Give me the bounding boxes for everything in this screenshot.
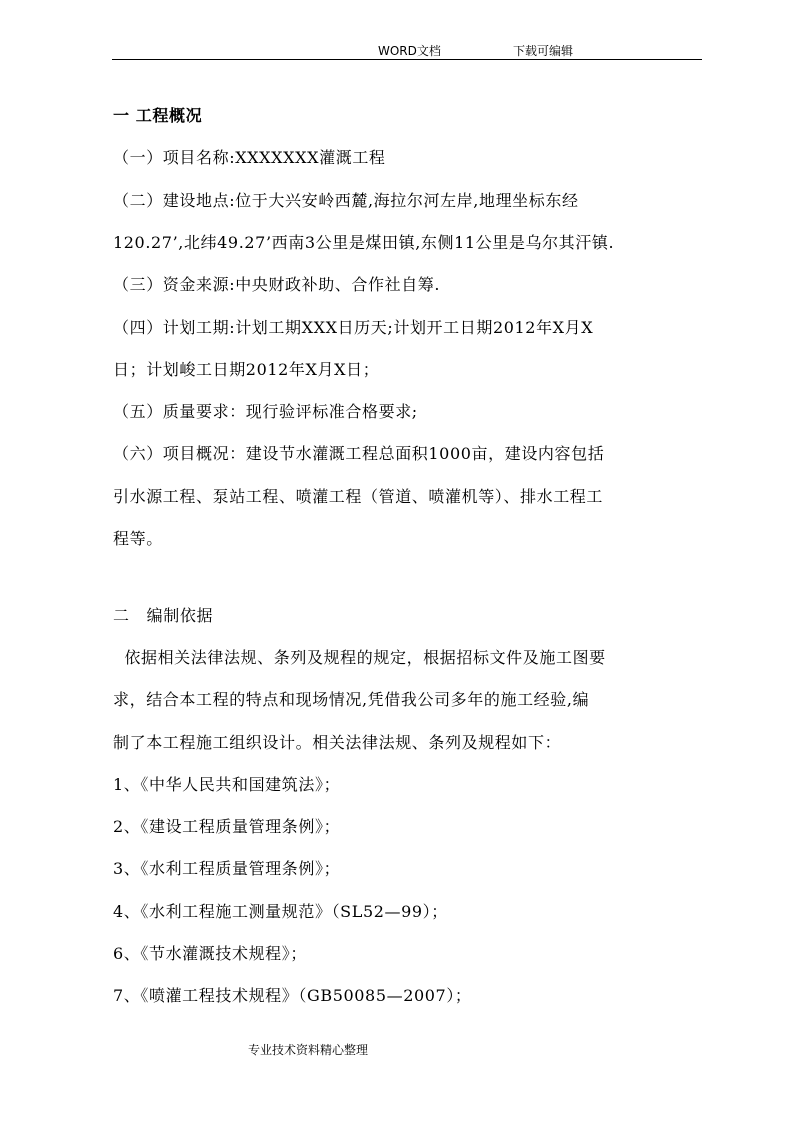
section1-line-8: （六）项目概况：建设节水灌溉工程总面积1000亩，建设内容包括 — [113, 444, 605, 463]
section1-line-1: （一）项目名称:XXXXXXX灌溉工程 — [113, 148, 386, 167]
section2-list-item-1: 1、《中华人民共和国建筑法》； — [113, 775, 341, 794]
section2-list-item-6: 6、《节水灌溉技术规程》； — [113, 944, 307, 963]
section1-line-2: （二）建设地点:位于大兴安岭西麓,海拉尔河左岸,地理坐标东经 — [113, 191, 579, 210]
header-divider — [112, 59, 702, 60]
section2-list-item-3: 3、《水利工程质量管理条例》； — [113, 859, 341, 878]
section1-line-10: 程等。 — [113, 529, 163, 548]
section2-list-item-7: 7、《喷灌工程技术规程》（GB50085—2007）； — [113, 986, 472, 1005]
section1-heading: 一 工程概况 — [113, 106, 203, 125]
section1-line-3: 120.27’,北纬49.27’西南3公里是煤田镇,东侧11公里是乌尔其汗镇. — [113, 233, 615, 252]
section2-heading: 二 编制依据 — [113, 606, 214, 625]
section2-line-3: 制了本工程施工组织设计。相关法律法规、条列及规程如下： — [113, 733, 562, 752]
section2-line-1: 依据相关法律法规、条列及规程的规定，根据招标文件及施工图要 — [113, 648, 606, 667]
section1-line-4: （三）资金来源:中央财政补助、合作社自筹. — [113, 275, 441, 294]
section2-list-item-2: 2、《建设工程质量管理条例》； — [113, 817, 341, 836]
page-header — [0, 40, 794, 60]
section2-list-item-4: 4、《水利工程施工测量规范》（SL52—99）； — [113, 902, 448, 921]
header-doc-type: WORD文档 — [378, 44, 441, 58]
page-footer: 专业技术资料精心整理 — [248, 1043, 369, 1057]
header-editable-note: 下载可编辑 — [513, 44, 574, 58]
section2-line-2: 求，结合本工程的特点和现场情况,凭借我公司多年的施工经验,编 — [113, 690, 590, 709]
section1-line-6: 日；计划峻工日期2012年X月X日； — [113, 360, 380, 379]
section1-line-5: （四）计划工期:计划工期XXX日历天;计划开工日期2012年X月X — [113, 318, 594, 337]
section1-line-9: 引水源工程、泵站工程、喷灌工程（管道、喷灌机等）、排水工程工 — [113, 487, 604, 506]
section1-line-7: （五）质量要求：现行验评标准合格要求; — [113, 402, 418, 421]
